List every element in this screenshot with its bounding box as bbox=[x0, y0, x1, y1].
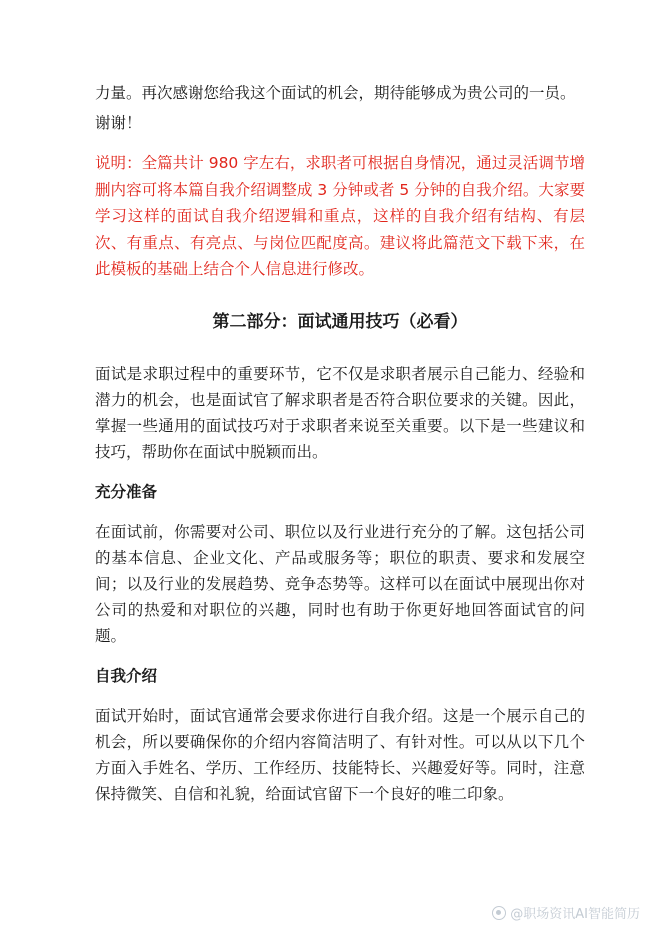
heading-prepare: 充分准备 bbox=[95, 482, 158, 501]
heading-self-intro: 自我介绍 bbox=[95, 666, 158, 685]
watermark-logo-icon bbox=[492, 906, 506, 920]
intro-closing-line: 力量。再次感谢您给我这个面试的机会，期待能够成为贵公司的一员。 bbox=[95, 84, 576, 102]
section-title: 第二部分：面试通用技巧（必看） bbox=[212, 311, 468, 332]
prepare-paragraph: 在面试前，你需要对公司、职位以及行业进行充分的了解。这包括公司的基本信息、企业文化、产品或服务等；职位的职责、要求和发展空间；以及行业的发展趋势、竞争态势等。这样可以在面试中展现出你对公司的热爱和对职位的兴趣，同时也有助于你更好地回答面试官的问题。 bbox=[95, 522, 585, 645]
thanks-line: 谢谢！ bbox=[95, 114, 142, 132]
note-paragraph: 说明：全篇共计 980 字左右，求职者可根据自身情况，通过灵活调节增删内容可将本篇自我介绍调整成 3 分钟或者 5 分钟的自我介绍。大家要学习这样的面试自我介绍逻辑和重点，这样的自我介绍有结构、有层次、有重点、有亮点、与岗位匹配度高。建议将此篇范文下载下来，在此模板的基础上结合个人信息进行修改。 bbox=[95, 154, 585, 278]
self-intro-paragraph: 面试开始时，面试官通常会要求你进行自我介绍。这是一个展示自己的机会，所以要确保你的介绍内容简洁明了、有针对性。可以从以下几个方面入手姓名、学历、工作经历、技能特长、兴趣爱好等。同时，注意保持微笑、自信和礼貌，给面试官留下一个良好的唯二印象。 bbox=[95, 706, 585, 803]
watermark bbox=[492, 903, 640, 922]
section-intro-paragraph: 面试是求职过程中的重要环节，它不仅是求职者展示自己能力、经验和潜力的机会，也是面试官了解求职者是否符合职位要求的关键。因此，掌握一些通用的面试技巧对于求职者来说至关重要。以下是一些建议和技巧，帮助你在面试中脱颖而出。 bbox=[95, 364, 585, 461]
document-page bbox=[95, 80, 585, 821]
watermark-text: @职场资讯AI智能简历 bbox=[510, 907, 640, 922]
